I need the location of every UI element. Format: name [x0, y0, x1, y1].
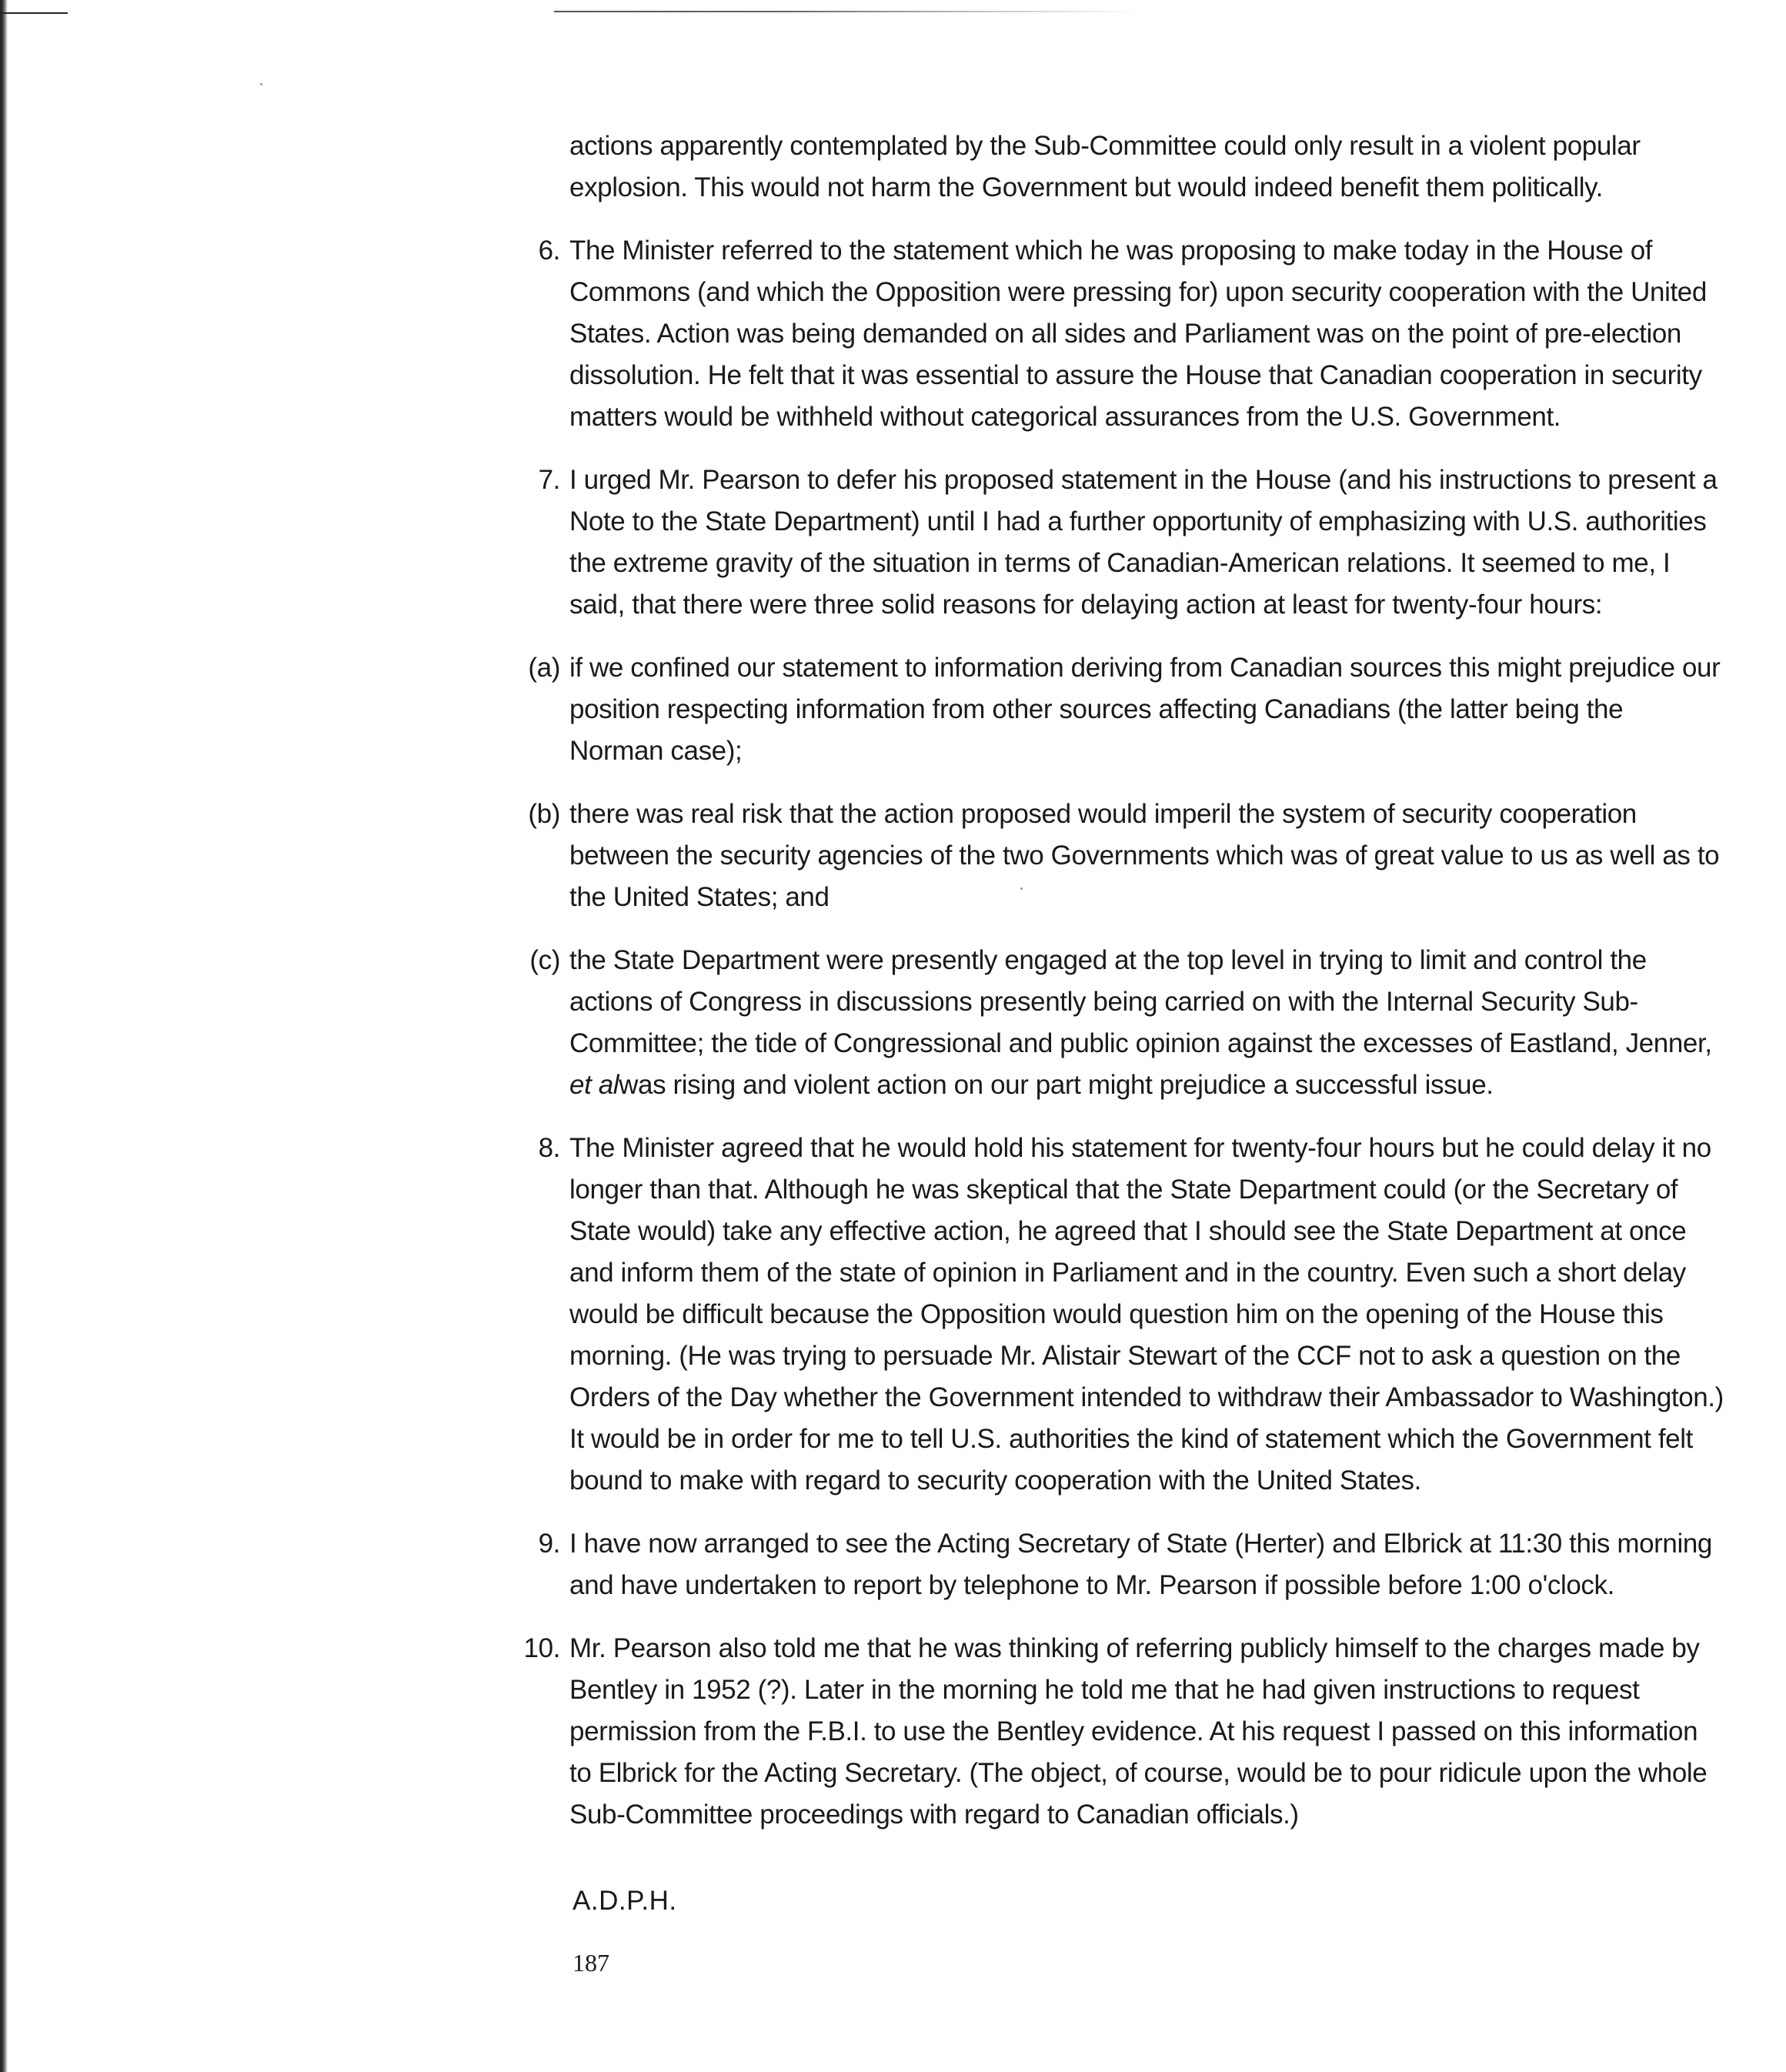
paragraph-letter: (c)	[529, 945, 560, 975]
paragraph-7	[516, 460, 1724, 626]
paragraph-text: The Minister agreed that he would hold his statement for twenty-four hours but he could delay it no longer than that. Although he was skeptical that the State Department could (or the Secretary of State would) take any effective action, he agreed that I should see the State Department at once and inform them of the state of opinion in Parliament and in the country. Even such a short delay would be difficult because the Opposition would question him on the opening of the House this morning. (He was trying to persuade Mr. Alistair Stewart of the CCF not to ask a question on the Orders of the Day whether the Government intended to withdraw their Ambassador to Washington.) It would be in order for me to tell U.S. authorities the kind of statement which the Government felt bound to make with regard to security cooperation with the United States.	[569, 1133, 1724, 1496]
paragraph-9	[516, 1523, 1724, 1606]
paragraph-7c	[516, 940, 1724, 1106]
signature-initials: A.D.P.H.	[573, 1886, 677, 1916]
paragraph-letter: (a)	[528, 653, 560, 683]
document-body	[523, 125, 1724, 1836]
paragraph-7a	[516, 647, 1724, 772]
paragraph-text	[569, 940, 1724, 1106]
paragraph-8	[516, 1128, 1724, 1502]
paragraph-text: there was real risk that the action proposed would imperil the system of security cooperation between the security agencies of the two Governments which was of great value to us as well as to the United States; and	[569, 799, 1720, 912]
binding-edge	[0, 0, 8, 2072]
corner-rule	[0, 12, 68, 14]
paragraph-text: I have now arranged to see the Acting Secretary of State (Herter) and Elbrick at 11:30 this morning and have undertaken to report by telephone to Mr. Pearson if possible before 1:00 o'clock.	[569, 1529, 1713, 1600]
paragraph-text: The Minister referred to the statement which he was proposing to make today in the House of Commons (and which the Opposition were pressing for) upon security cooperation with the United States. Action was being demanded on all sides and Parliament was on the point of pre-election dissolution. He felt that it was essential to assure the House that Canadian cooperation in security matters would be withheld without categorical assurances from the U.S. Government.	[569, 236, 1707, 432]
paragraph-text: I urged Mr. Pearson to defer his proposed statement in the House (and his instructions to present a Note to the State Department) until I had a further opportunity of emphasizing with U.S. authorities the extreme gravity of the situation in terms of Canadian-American relations. It seemed to me, I said, that there were three solid reasons for delaying action at least for twenty-four hours:	[569, 465, 1718, 620]
paragraph-number: 7.	[538, 465, 560, 495]
paragraph-number: 9.	[538, 1529, 560, 1559]
paragraph-text-after-italic: was rising and violent action on our part might prejudice a successful issue.	[619, 1070, 1494, 1100]
top-scan-line	[554, 11, 1139, 12]
paragraph-text-before-italic: the State Department were presently engaged at the top level in trying to limit and control the actions of Congress in discussions presently being carried on with the Internal Security Sub-Committee; the tide of Congressional and public opinion against the excesses of Eastland, Jenner,	[569, 945, 1712, 1058]
paragraph-6	[516, 230, 1724, 438]
scan-speck	[260, 83, 262, 85]
paragraph-7b	[516, 794, 1724, 918]
intro-paragraph	[569, 125, 1724, 209]
intro-paragraph-text: actions apparently contemplated by the Sub-Committee could only result in a violent popular explosion. This would not harm the Government but would indeed benefit them politically.	[569, 131, 1641, 202]
paragraph-number: 10.	[523, 1633, 560, 1663]
paragraph-letter: (b)	[528, 799, 560, 829]
paragraph-number: 8.	[538, 1133, 560, 1163]
paragraph-10	[516, 1628, 1724, 1836]
paragraph-text: if we confined our statement to information deriving from Canadian sources this might prejudice our position respecting information from other sources affecting Canadians (the latter being the Norman case);	[569, 653, 1721, 766]
paragraph-number: 6.	[538, 236, 560, 266]
italic-et-al: et al	[569, 1070, 619, 1100]
paragraph-text: Mr. Pearson also told me that he was thinking of referring publicly himself to the charges made by Bentley in 1952 (?). Later in the morning he told me that he had given instructions to request permission from the F.B.I. to use the Bentley evidence. At his request I passed on this information to Elbrick for the Acting Secretary. (The object, of course, would be to pour ridicule upon the whole Sub-Committee proceedings with regard to Canadian officials.)	[569, 1633, 1708, 1830]
page-number: 187	[573, 1949, 609, 1977]
